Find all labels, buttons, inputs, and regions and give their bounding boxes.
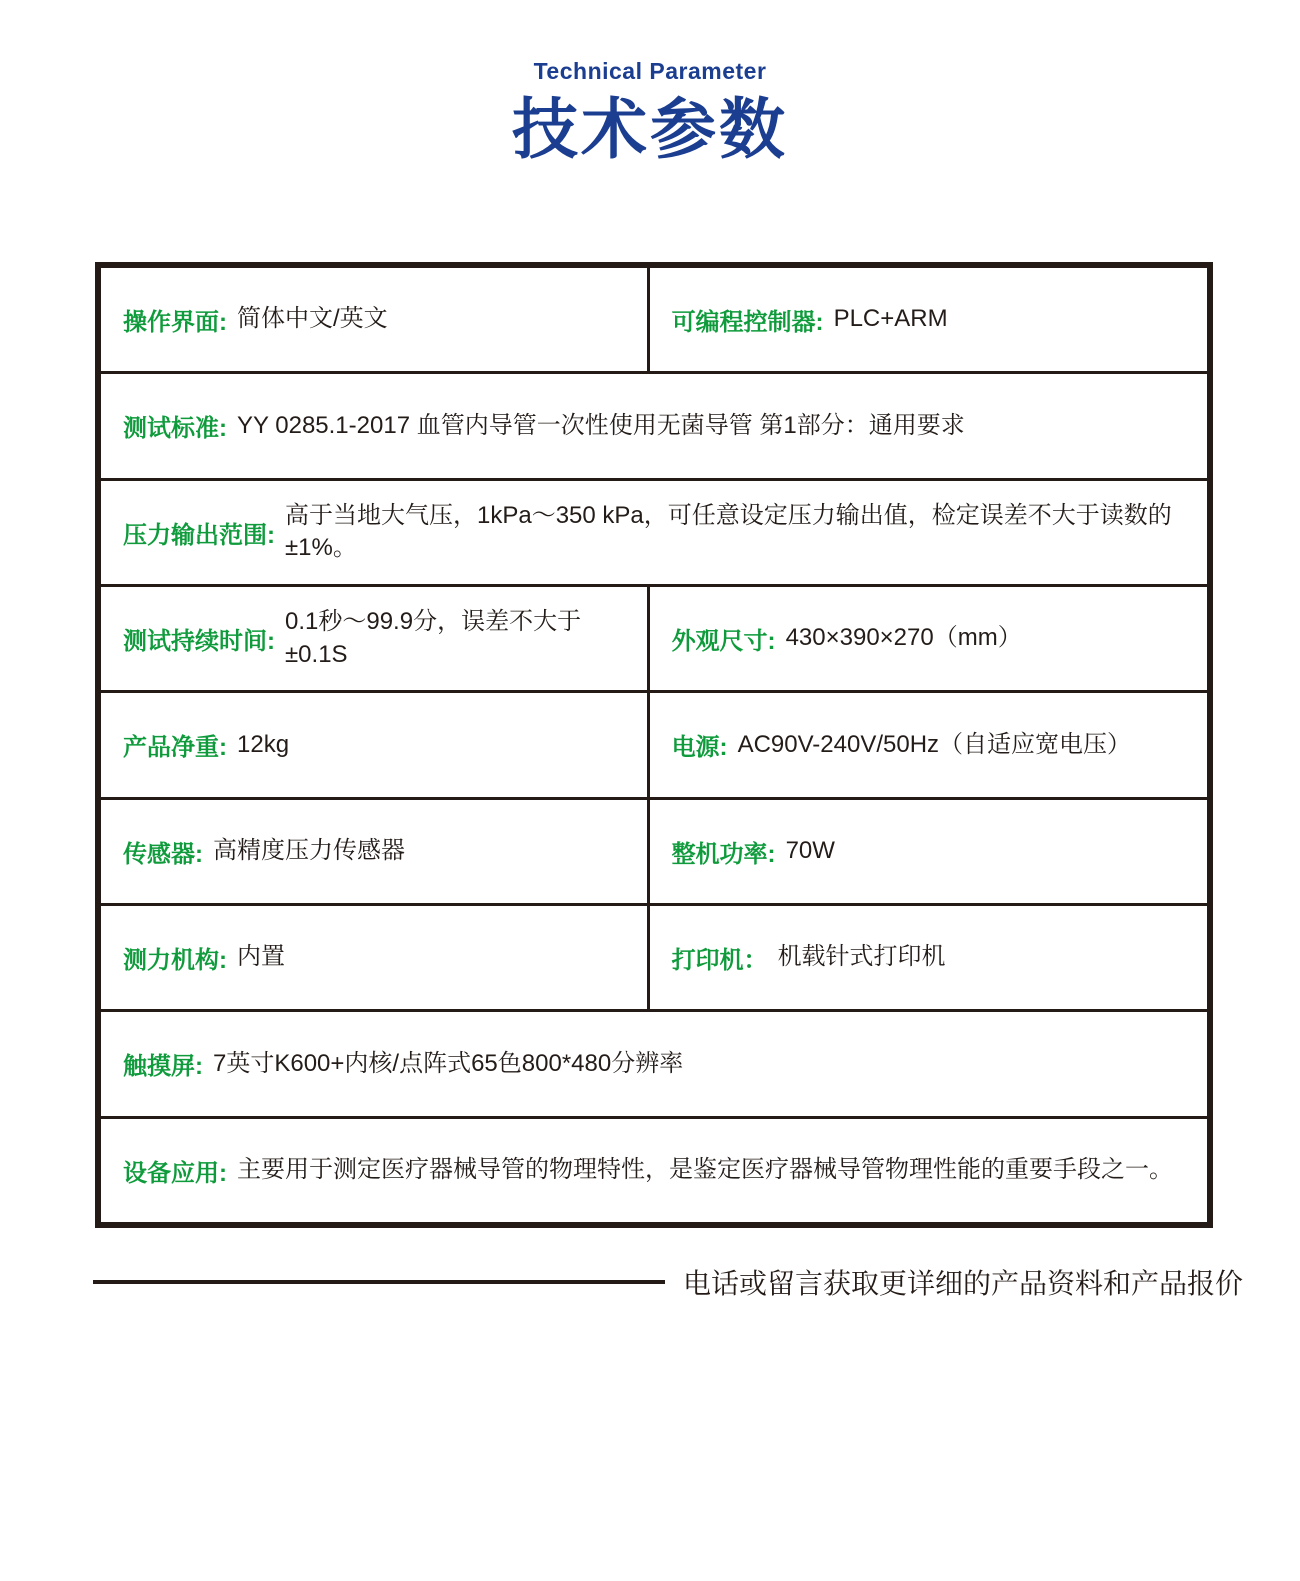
- spec-cell: [101, 1012, 1207, 1115]
- table-row-device-application: [101, 1116, 1207, 1222]
- spec-cell: [650, 268, 1207, 371]
- spec-label: 传感器:: [123, 840, 203, 868]
- spec-label: 电源:: [671, 734, 728, 762]
- spec-value: 内置: [237, 943, 285, 971]
- spec-value: 简体中文/英文: [237, 305, 388, 333]
- spec-label: 测试持续时间:: [123, 628, 275, 656]
- spec-label: 可编程控制器:: [671, 309, 824, 337]
- spec-cell: [650, 693, 1207, 796]
- spec-label: 触摸屏:: [123, 1053, 203, 1081]
- spec-cell: [101, 906, 650, 1009]
- footer-note: 电话或留言获取更详细的产品资料和产品报价: [683, 1268, 1244, 1299]
- spec-cell: [650, 587, 1207, 690]
- spec-label: 测力机构:: [123, 947, 227, 975]
- spec-label: 整机功率:: [671, 840, 776, 868]
- spec-cell: [101, 374, 1207, 477]
- spec-label: 操作界面:: [123, 309, 227, 337]
- table-row-pressure-output-range: [101, 478, 1207, 584]
- spec-value: PLC+ARM: [833, 305, 948, 333]
- table-row-net-weight-power-supply: [101, 690, 1207, 796]
- spec-label: 产品净重:: [123, 734, 227, 762]
- spec-cell: [101, 587, 650, 690]
- table-row-test-standard: [101, 371, 1207, 477]
- spec-value: 7英寸K600+内核/点阵式65色800*480分辨率: [213, 1049, 684, 1077]
- spec-cell: [101, 1119, 1207, 1222]
- spec-value: 机载针式打印机: [777, 943, 946, 971]
- spec-label: 打印机：: [671, 947, 768, 975]
- spec-value: 主要用于测定医疗器械导管的物理特性，是鉴定医疗器械导管物理性能的重要手段之一。: [237, 1156, 1173, 1184]
- spec-value: 12kg: [237, 730, 290, 758]
- spec-cell: [101, 800, 650, 903]
- table-row-touch-screen: [101, 1009, 1207, 1115]
- footer: [93, 1262, 1244, 1302]
- page-title: 技术参数: [512, 92, 788, 166]
- table-row-operation-interface: [101, 268, 1207, 371]
- spec-value: 高于当地大气压，1kPa～350 kPa，可任意设定压力输出值，检定误差不大于读数的±1%。: [285, 501, 1172, 562]
- table-row-sensor-total-power: [101, 797, 1207, 903]
- spec-table: [95, 262, 1213, 1228]
- table-row-force-mechanism-printer: [101, 903, 1207, 1009]
- spec-label: 压力输出范围:: [123, 521, 275, 549]
- spec-label: 测试标准:: [123, 415, 227, 443]
- spec-value: YY 0285.1-2017 血管内导管一次性使用无菌导管 第1部分：通用要求: [237, 411, 965, 439]
- spec-value: AC90V-240V/50Hz（自适应宽电压）: [737, 730, 1132, 758]
- spec-label: 设备应用:: [123, 1159, 227, 1187]
- spec-value: 430×390×270（mm）: [785, 624, 1022, 652]
- spec-cell: [101, 481, 1207, 584]
- spec-cell: [650, 800, 1207, 903]
- spec-cell: [650, 906, 1207, 1009]
- spec-value: 高精度压力传感器: [213, 837, 405, 865]
- footer-divider-line: [93, 1280, 665, 1284]
- spec-cell: [101, 693, 650, 796]
- spec-cell: [101, 268, 650, 371]
- table-row-test-duration: [101, 584, 1207, 690]
- spec-value: 70W: [785, 837, 835, 865]
- spec-label: 外观尺寸:: [671, 628, 776, 656]
- spec-value: 0.1秒～99.9分，误差不大于±0.1S: [285, 608, 582, 668]
- page-subtitle: Technical Parameter: [533, 58, 767, 84]
